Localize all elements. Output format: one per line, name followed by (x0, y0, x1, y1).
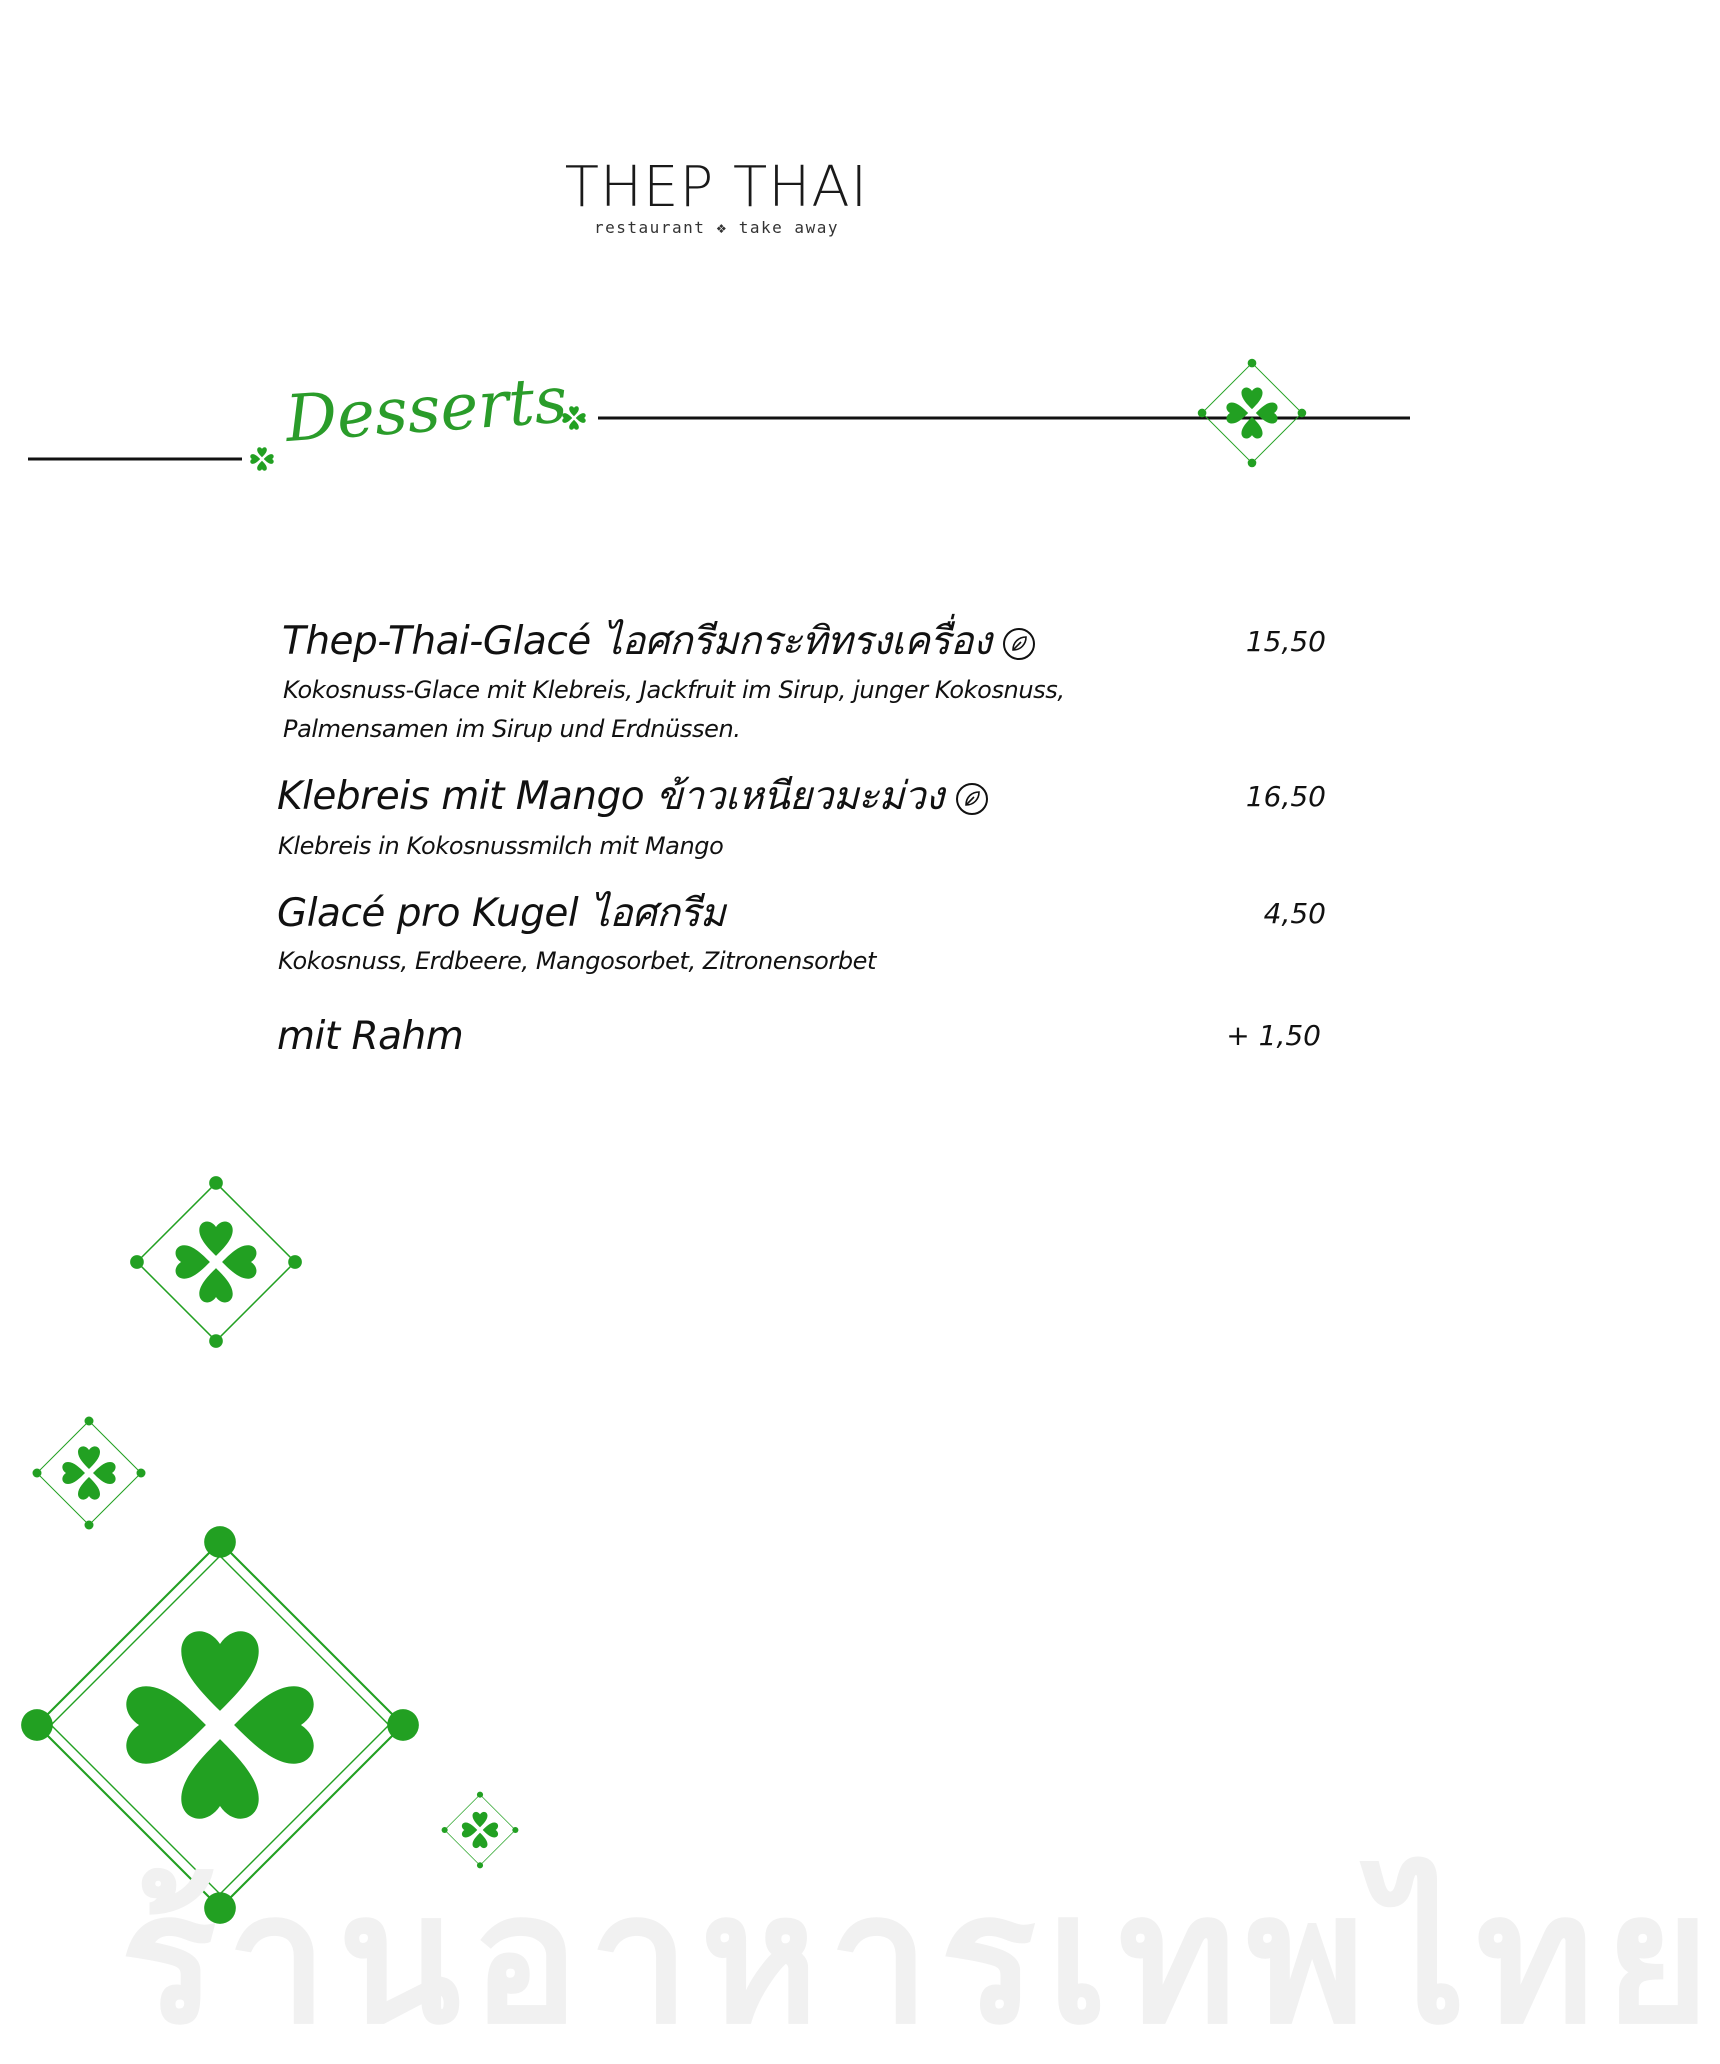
menu-item-name: Glacé pro Kugel ไอศกรีม (277, 891, 726, 936)
menu-item-price: 4,50 (1263, 897, 1326, 930)
watermark: ร้านอาหารเทพไทย (120, 1855, 1720, 2064)
section-header-decoration (0, 350, 1433, 480)
logo-subtitle (0, 218, 1433, 237)
ornament-small-icon (33, 1417, 146, 1530)
vegan-leaf-icon (1003, 628, 1035, 660)
diamond-icon: ❖ (716, 218, 728, 237)
menu-item-name: mit Rahm (277, 1014, 464, 1059)
menu-item-price: 15,50 (1245, 625, 1326, 658)
logo (0, 155, 1433, 237)
menu-item-description: Kokosnuss, Erdbeere, Mangosorbet, Zitronensorbet (278, 947, 877, 975)
menu-item-name: Klebreis mit Mango ข้าวเหนียวมะม่วง (277, 777, 988, 816)
ornament-medium-icon (130, 1176, 302, 1348)
menu-item-price: 16,50 (1245, 780, 1326, 813)
logo-sub-left: restaurant (594, 218, 706, 237)
logo-name: THEP THAI (564, 155, 869, 220)
vegan-leaf-icon (956, 783, 988, 815)
menu-item-name: Thep-Thai-Glacé ไอศกรีมกระทิทรงเครื่อง (282, 622, 1035, 661)
menu-item-description: Kokosnuss-Glace mit Klebreis, Jackfruit im Sirup, junger Kokosnuss, Palmensamen im Sirup und Erdnüssen. (283, 676, 1065, 743)
menu-item-price: + 1,50 (1226, 1019, 1321, 1052)
decorative-ornaments (0, 1150, 560, 1970)
menu-item-description: Klebreis in Kokosnussmilch mit Mango (278, 832, 724, 860)
section-title: Desserts (283, 363, 570, 457)
logo-sub-right: take away (738, 218, 839, 237)
